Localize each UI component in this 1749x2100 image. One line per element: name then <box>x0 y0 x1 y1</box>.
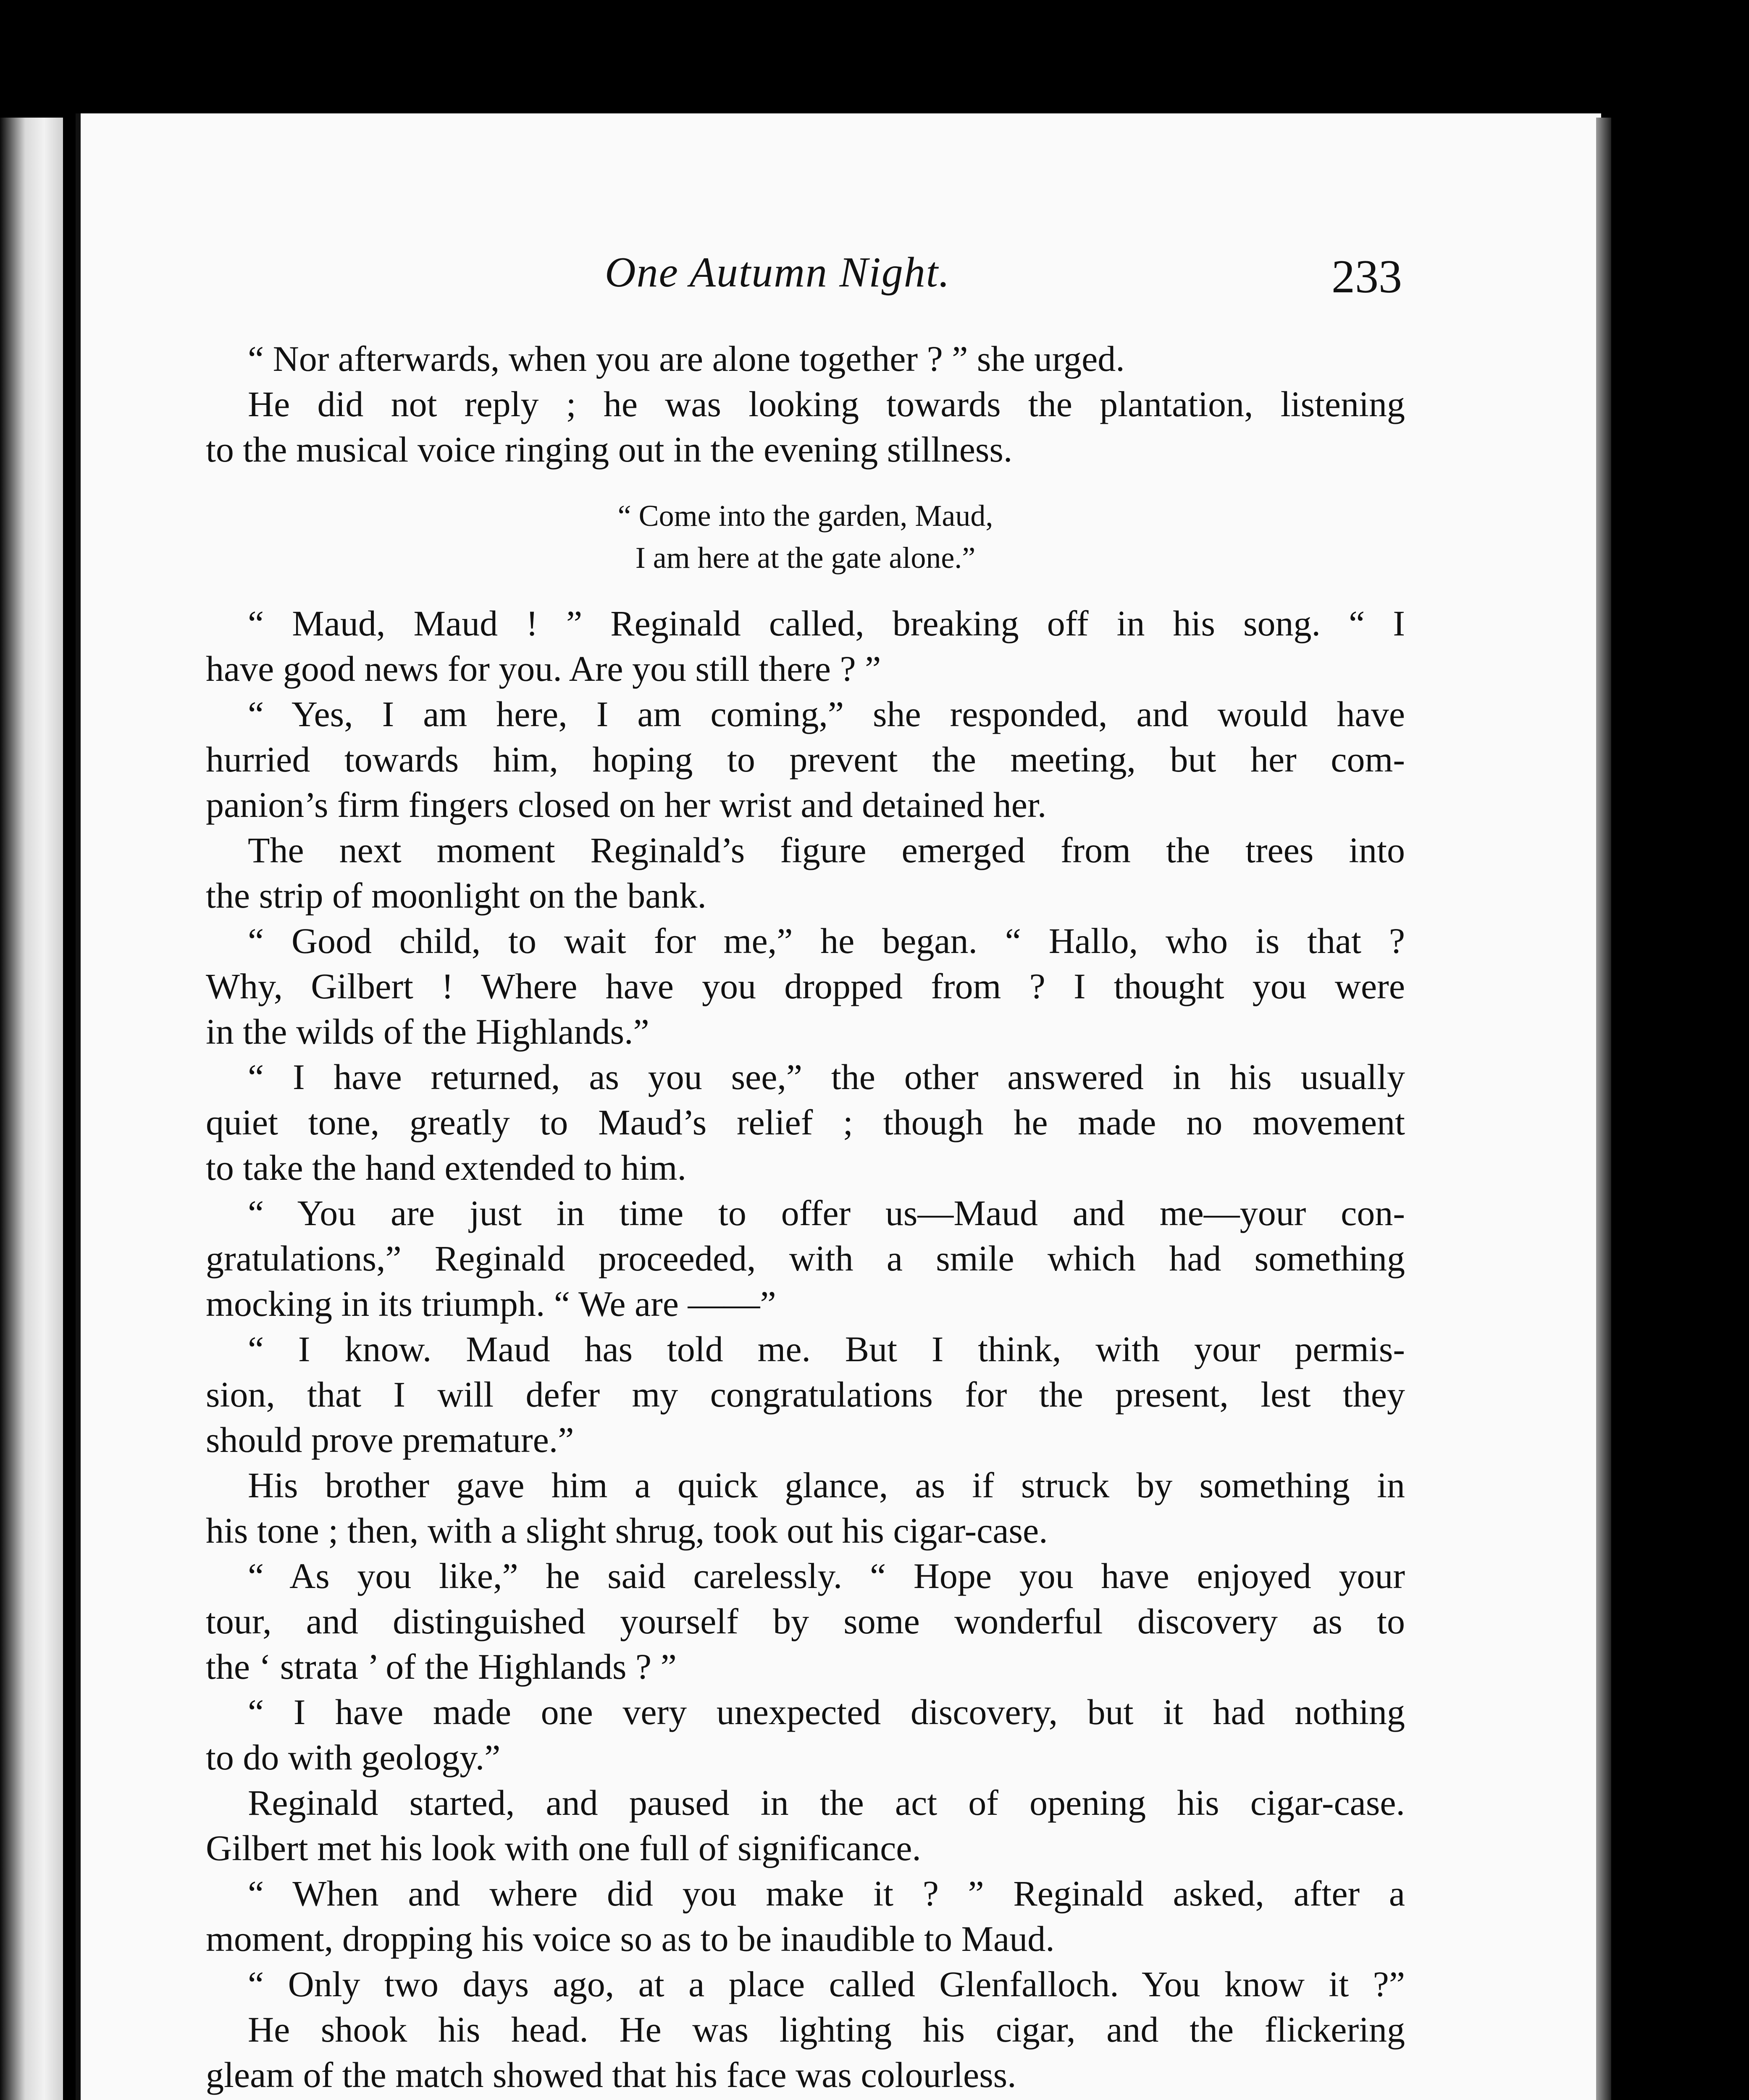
text-line: in the wilds of the Highlands.” <box>206 1011 649 1052</box>
text-line: panion’s firm fingers closed on her wrist and detained her. <box>206 785 1047 825</box>
text-line: to take the hand extended to him. <box>206 1147 686 1188</box>
text-line: The next moment Reginald’s figure emerged from the trees into <box>248 830 1405 870</box>
text-line: “ I have made one very unexpected discovery, but it had nothing <box>248 1692 1405 1732</box>
text-line: Reginald started, and paused in the act of opening his cigar-case. <box>248 1782 1405 1823</box>
text-line: “ I have returned, as you see,” the other answered in his usually <box>248 1057 1405 1097</box>
text-line: the strip of moonlight on the bank. <box>206 875 706 916</box>
text-line: have good news for you. Are you still there ? ” <box>206 648 881 689</box>
text-line: “ Maud, Maud ! ” Reginald called, breaking off in his song. “ I <box>248 603 1405 643</box>
text-line: “ Yes, I am here, I am coming,” she responded, and would have <box>248 694 1405 734</box>
text-line: quiet tone, greatly to Maud’s relief ; though he made no movement <box>206 1102 1405 1142</box>
text-line: gleam of the match showed that his face was colourless. <box>206 2055 1016 2095</box>
paragraphs <box>206 601 1405 2100</box>
page-edge-shadow <box>1596 118 1611 2100</box>
running-head: One Autumn Night. <box>605 249 951 296</box>
verse-line: I am here at the gate alone.” <box>635 541 976 575</box>
text-line: the ‘ strata ’ of the Highlands ? ” <box>206 1646 677 1687</box>
text-line: sion, that I will defer my congratulations for the present, lest they <box>206 1374 1405 1415</box>
text-line: “ Good child, to wait for me,” he began. “ Hallo, who is that ? <box>248 921 1405 961</box>
text-line: He did not reply ; he was looking towards the plantation, listening <box>248 384 1405 424</box>
text-line: “ You are just in time to offer us—Maud and me—your con- <box>248 1193 1405 1233</box>
text-line: Why, Gilbert ! Where have you dropped from ? I thought you were <box>206 966 1405 1006</box>
text-line: tour, and distinguished yourself by some wonderful discovery as to <box>206 1601 1405 1641</box>
text-line <box>206 2097 1405 2100</box>
text-line: Gilbert met his look with one full of significance. <box>206 1828 921 1868</box>
text-line: “ I know. Maud has told me. But I think, with your permis- <box>248 1329 1405 1369</box>
body-text <box>206 336 1405 2100</box>
text-line: His brother gave him a quick glance, as if struck by something in <box>248 1465 1405 1505</box>
page-number: 233 <box>1331 251 1402 303</box>
text-line: should prove premature.” <box>206 1420 574 1460</box>
text-line: “ As you like,” he said carelessly. “ Hope you have enjoyed your <box>248 1556 1405 1596</box>
text-line: “ Only two days ago, at a place called Glenfalloch. You know it ?” <box>248 1964 1405 2004</box>
text-line: gratulations,” Reginald proceeded, with a smile which had something <box>206 1238 1405 1278</box>
text-line: moment, dropping his voice so as to be inaudible to Maud. <box>206 1919 1055 1959</box>
verse-line: “ Come into the garden, Maud, <box>617 499 993 533</box>
text-line: to the musical voice ringing out in the evening stillness. <box>206 429 1013 470</box>
text-line: to do with geology.” <box>206 1737 501 1777</box>
text-line: his tone ; then, with a slight shrug, took out his cigar-case. <box>206 1510 1048 1551</box>
text-line: “ When and where did you make it ? ” Reginald asked, after a <box>248 1873 1405 1914</box>
text-line: “ Nor afterwards, when you are alone together ? ” she urged. <box>248 339 1125 379</box>
text-line: mocking in its triumph. “ We are ——” <box>206 1284 776 1324</box>
facing-page-edge <box>0 118 63 2100</box>
text-line: He shook his head. He was lighting his cigar, and the flickering <box>248 2009 1405 2050</box>
text-line: hurried towards him, hoping to prevent the meeting, but her com- <box>206 739 1405 780</box>
